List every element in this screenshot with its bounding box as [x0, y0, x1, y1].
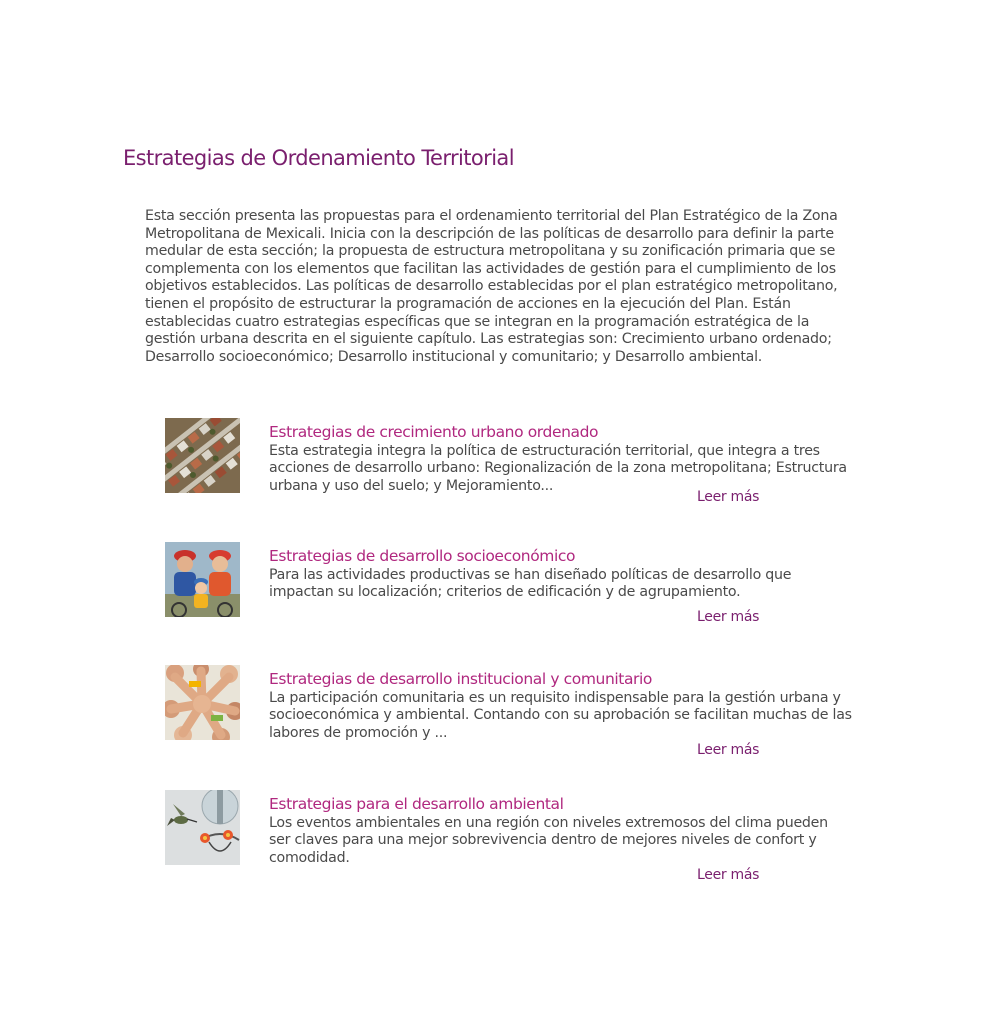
strategy-description: La participación comunitaria es un requisito indispensable para la gestión urbana y socioeconómica y ambiental. Contando con su aprobación se facilitan muchas de las labores de promoción y ... — [269, 690, 852, 741]
strategy-description: Los eventos ambientales en una región con niveles extremosos del clima pueden ser claves para una mejor sobrevivencia dentro de mejores niveles de confort y comodidad. — [269, 815, 828, 866]
family-cycling-icon — [165, 542, 240, 617]
strategy-description: Esta estrategia integra la política de estructuración territorial, que integra a tres acciones de desarrollo urbano: Regionalización de la zona metropolitana; Estructura urbana y uso del suelo; y Mejoramiento... — [269, 443, 847, 494]
strategy-title[interactable]: Estrategias para el desarrollo ambiental — [269, 795, 564, 813]
page-title: Estrategias de Ordenamiento Territorial — [123, 146, 514, 170]
strategy-title[interactable]: Estrategias de crecimiento urbano ordenado — [269, 423, 599, 441]
strategy-title[interactable]: Estrategias de desarrollo institucional y comunitario — [269, 670, 653, 688]
strategy-item-desarrollo-institucional — [165, 665, 865, 765]
read-more-link[interactable]: Leer más — [697, 867, 760, 883]
strategy-description: Para las actividades productivas se han diseñado políticas de desarrollo que impactan su localización; criterios de edificación y de agrupamiento. — [269, 567, 792, 601]
strategy-title[interactable]: Estrategias de desarrollo socioeconómico — [269, 547, 576, 565]
read-more-link[interactable]: Leer más — [697, 489, 760, 505]
hummingbird-feeder-photo[interactable] — [165, 790, 240, 865]
hummingbird-feeder-icon — [165, 790, 240, 865]
read-more-link[interactable]: Leer más — [697, 609, 760, 625]
strategy-item-desarrollo-ambiental — [165, 790, 865, 890]
aerial-neighborhood-icon — [165, 418, 240, 493]
hands-together-icon — [165, 665, 240, 740]
read-more-link[interactable]: Leer más — [697, 742, 760, 758]
hands-together-photo[interactable] — [165, 665, 240, 740]
strategy-item-crecimiento-urbano — [165, 418, 865, 518]
family-cycling-photo[interactable] — [165, 542, 240, 617]
aerial-neighborhood-photo[interactable] — [165, 418, 240, 493]
strategy-item-desarrollo-socioeconomico — [165, 542, 865, 642]
intro-paragraph: Esta sección presenta las propuestas para el ordenamiento territorial del Plan Estratégico de la Zona Metropolitana de Mexicali. Inicia con la descripción de las políticas de desarrollo para definir la parte medular de esta sección; la propuesta de estructura metropolitana y su zonificación primaria que se complementa con los elementos que facilitan las actividades de gestión para el cumplimiento de los objetivos establecidos. Las políticas de desarrollo establecidas por el plan estratégico metropolitano, tienen el propósito de estructurar la programación de acciones en la ejecución del Plan. Están establecidas cuatro estrategias específicas que se integran en la programación estratégica de la gestión urbana descrita en el siguiente capítulo. Las estrategias son: Crecimiento urbano ordenado; Desarrollo socioeconómico; Desarrollo institucional y comunitario; y Desarrollo ambiental. — [145, 208, 838, 365]
